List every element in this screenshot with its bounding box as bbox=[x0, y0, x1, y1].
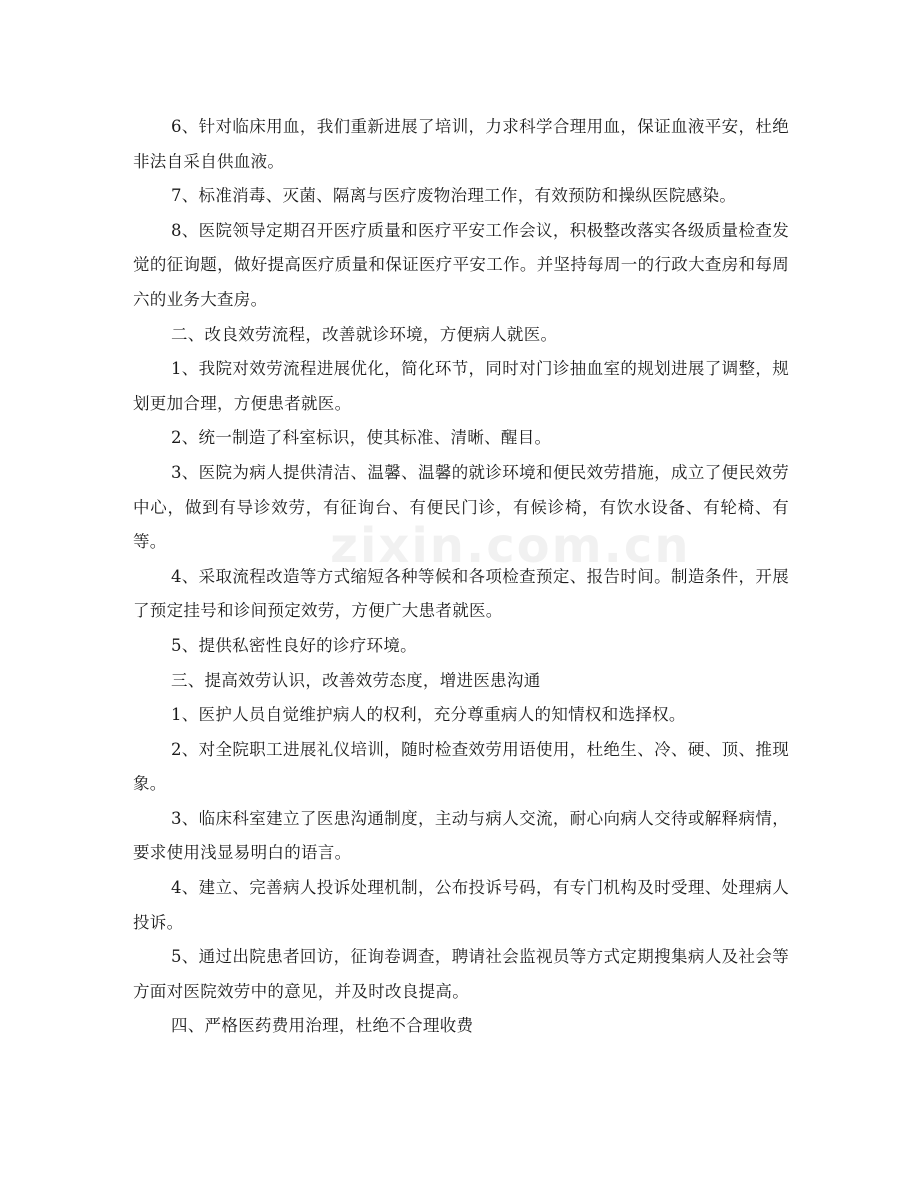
section-heading-service-flow: 二、改良效劳流程，改善就诊环境，方便病人就医。 bbox=[170, 324, 558, 344]
paragraph-appointment: 4、采取流程改造等方式缩短各种等候和各项检查预定、报告时间。制造条件，开展了预定挂号和诊间预定效劳，方便广大患者就医。 bbox=[133, 566, 789, 621]
paragraph-quality-meeting: 8、医院领导定期召开医疗质量和医疗平安工作会议，积极整改落实各级质量检查发觉的征询题，做好提高医疗质量和保证医疗平安工作。并坚持每周一的行政大查房和每周六的业务大查房。 bbox=[133, 220, 789, 309]
paragraph-etiquette-training: 2、对全院职工进展礼仪培训，随时检查效劳用语使用，杜绝生、冷、硬、顶、推现象。 bbox=[133, 739, 789, 794]
paragraph-department-signs: 2、统一制造了科室标识，使其标准、清晰、醒目。 bbox=[170, 428, 552, 448]
paragraph-flow-optimization: 1、我院对效劳流程进展优化，简化环节，同时对门诊抽血室的规划进展了调整，规划更加合理，方便患者就医。 bbox=[133, 359, 789, 413]
paragraph-disinfection: 7、标准消毒、灭菌、隔离与医疗废物治理工作，有效预防和操纵医院感染。 bbox=[170, 186, 737, 206]
paragraph-communication: 3、临床科室建立了医患沟通制度，主动与病人交流，耐心向病人交待或解释病情，要求使用浅显易明白的语言。 bbox=[133, 808, 789, 863]
paragraph-blood-use: 6、针对临床用血，我们重新进展了培训，力求科学合理用血，保证血液平安，杜绝非法自采自供血液。 bbox=[133, 117, 789, 171]
paragraph-followup: 5、通过出院患者回访，征询卷调查，聘请社会监视员等方式定期搜集病人及社会等方面对医院效劳中的意见，并及时改良提高。 bbox=[133, 947, 789, 1001]
section-heading-service-awareness: 三、提高效劳认识，改善效劳态度，增进医患沟通 bbox=[170, 670, 541, 690]
paragraph-patient-rights: 1、医护人员自觉维护病人的权利，充分尊重病人的知情权和选择权。 bbox=[170, 705, 686, 725]
paragraph-privacy: 5、提供私密性良好的诊疗环境。 bbox=[170, 635, 417, 655]
document-body bbox=[133, 110, 789, 1044]
section-heading-fees: 四、严格医药费用治理，杜绝不合理收费 bbox=[170, 1016, 474, 1036]
paragraph-complaints: 4、建立、完善病人投诉处理机制，公布投诉号码，有专门机构及时受理、处理病人投诉。 bbox=[133, 878, 789, 932]
paragraph-service-center: 3、医院为病人提供清洁、温馨、温馨的就诊环境和便民效劳措施，成立了便民效劳中心，做到有导诊效劳，有征询台、有便民门诊，有候诊椅，有饮水设备、有轮椅、有等。 bbox=[133, 462, 789, 552]
watermark: zixin.com.cn bbox=[330, 518, 691, 574]
